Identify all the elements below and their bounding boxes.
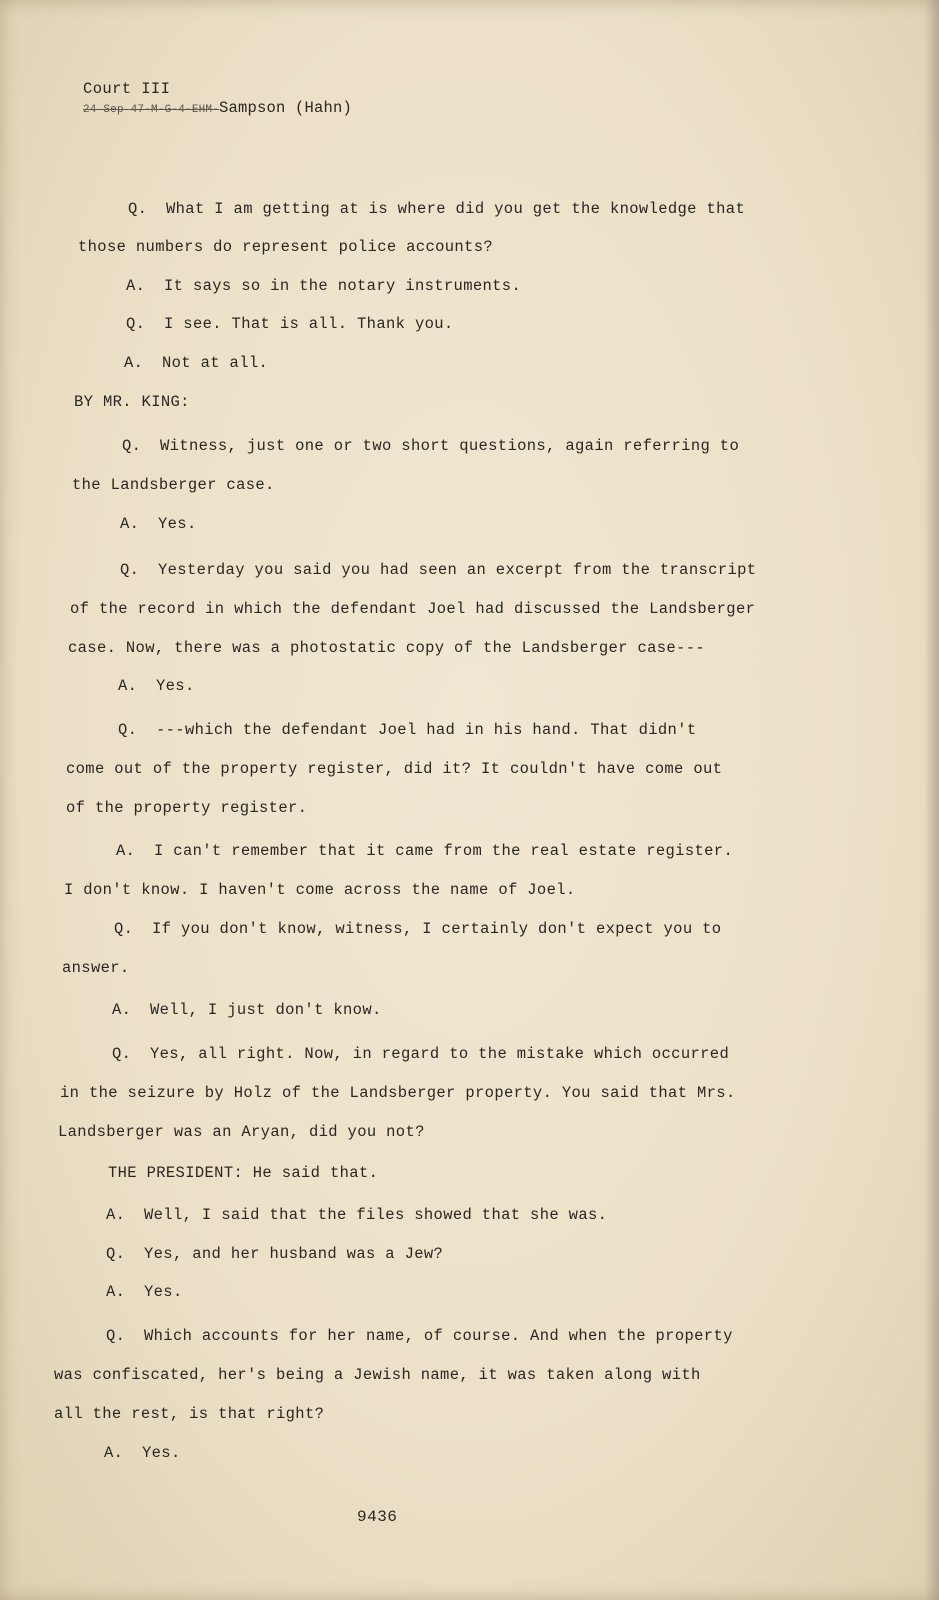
transcript-line: A. Well, I just don't know. bbox=[112, 1001, 382, 1019]
transcript-line: answer. bbox=[62, 959, 130, 977]
speaker-mark: Q. bbox=[128, 200, 148, 218]
speaker-mark: A. bbox=[112, 1001, 132, 1019]
transcript-line: Q. Witness, just one or two short questions, again referring to bbox=[122, 437, 740, 455]
speaker-mark: Q. bbox=[112, 1045, 132, 1063]
speaker-mark: A. bbox=[106, 1283, 126, 1301]
witness-name: Sampson (Hahn) bbox=[219, 99, 353, 117]
speaker-mark: Q. bbox=[118, 721, 138, 739]
transcript-line: I don't know. I haven't come across the name of Joel. bbox=[64, 881, 576, 899]
transcript-line: Q. What I am getting at is where did you get the knowledge that bbox=[128, 200, 746, 218]
transcript-line: of the record in which the defendant Joel had discussed the Landsberger bbox=[70, 600, 756, 618]
transcript-line: Q. If you don't know, witness, I certainly don't expect you to bbox=[114, 920, 722, 938]
speaker-mark: A. bbox=[120, 515, 140, 533]
transcript-line: the Landsberger case. bbox=[72, 476, 275, 494]
transcript-line: come out of the property register, did it? It couldn't have come out bbox=[66, 760, 723, 778]
transcript-line: all the rest, is that right? bbox=[54, 1405, 325, 1423]
transcript-line: Q. ---which the defendant Joel had in his hand. That didn't bbox=[118, 721, 697, 739]
examiner-heading: BY MR. KING: bbox=[74, 393, 190, 411]
transcript-line: A. Yes. bbox=[104, 1444, 181, 1462]
speaker-mark: A. bbox=[124, 354, 144, 372]
transcript-line: Q. Yes, all right. Now, in regard to the mistake which occurred bbox=[112, 1045, 730, 1063]
page-number: 9436 bbox=[357, 1508, 398, 1526]
transcript-line: A. It says so in the notary instruments. bbox=[126, 277, 522, 295]
speaker-mark: Q. bbox=[122, 437, 142, 455]
transcript-line: Q. I see. That is all. Thank you. bbox=[126, 315, 454, 333]
transcript-line: Landsberger was an Aryan, did you not? bbox=[58, 1123, 425, 1141]
speaker-mark: A. bbox=[116, 842, 136, 860]
transcript-line: A. Yes. bbox=[120, 515, 197, 533]
speaker-mark: Q. bbox=[106, 1327, 126, 1345]
transcript-line: A. I can't remember that it came from the real estate register. bbox=[116, 842, 734, 860]
transcript-line: Q. Yes, and her husband was a Jew? bbox=[106, 1245, 444, 1263]
transcript-line: was confiscated, her's being a Jewish name, it was taken along with bbox=[54, 1366, 701, 1384]
transcript-line: those numbers do represent police accounts? bbox=[78, 238, 494, 256]
court-label: Court III bbox=[83, 80, 171, 98]
transcript-line: of the property register. bbox=[66, 799, 308, 817]
speaker-mark: A. bbox=[126, 277, 146, 295]
transcript-line: case. Now, there was a photostatic copy of the Landsberger case--- bbox=[68, 639, 705, 657]
speaker-mark: Q. bbox=[114, 920, 134, 938]
speaker-mark: Q. bbox=[120, 561, 140, 579]
speaker-mark: A. bbox=[106, 1206, 126, 1224]
speaker-mark: A. bbox=[104, 1444, 124, 1462]
transcript-line: in the seizure by Holz of the Landsberger property. You said that Mrs. bbox=[60, 1084, 736, 1102]
struck-reference: 24 Sep 47-M-G-4-EHM- bbox=[83, 104, 220, 116]
transcript-line: Q. Which accounts for her name, of course. And when the property bbox=[106, 1327, 733, 1345]
transcript-line: A. Well, I said that the files showed that she was. bbox=[106, 1206, 608, 1224]
speaker-mark: Q. bbox=[106, 1245, 126, 1263]
president-remark: THE PRESIDENT: He said that. bbox=[108, 1164, 379, 1182]
transcript-line: A. Not at all. bbox=[124, 354, 269, 372]
transcript-line: A. Yes. bbox=[118, 677, 195, 695]
speaker-mark: Q. bbox=[126, 315, 146, 333]
speaker-mark: A. bbox=[118, 677, 138, 695]
transcript-line: Q. Yesterday you said you had seen an excerpt from the transcript bbox=[120, 561, 757, 579]
transcript-line: A. Yes. bbox=[106, 1283, 183, 1301]
